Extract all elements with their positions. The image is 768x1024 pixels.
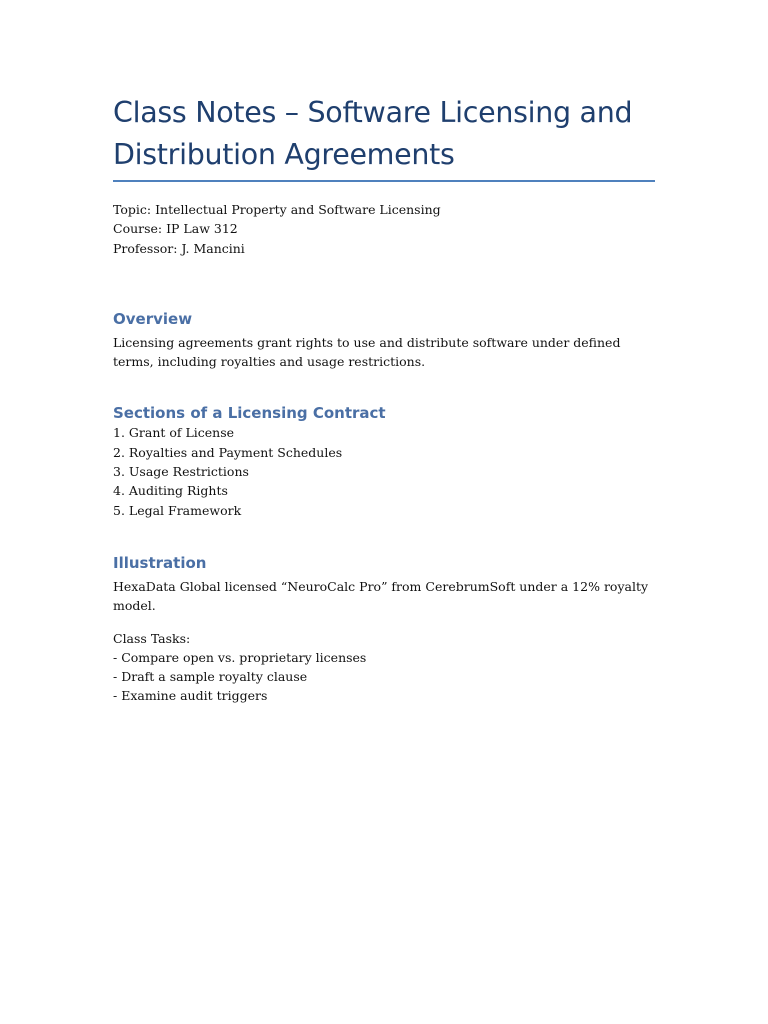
list-item: 1. Grant of License xyxy=(113,425,235,441)
list-item: - Draft a sample royalty clause xyxy=(113,669,308,685)
list-item: 5. Legal Framework xyxy=(113,502,242,518)
list-item: 3. Usage Restrictions xyxy=(113,464,249,480)
course-line: Course: IP Law 312 xyxy=(113,221,238,237)
class-tasks xyxy=(113,629,655,706)
list-item: 4. Auditing Rights xyxy=(113,483,228,499)
document-title: Class Notes – Software Licensing and Distribution Agreements xyxy=(113,92,655,182)
professor-line: Professor: J. Mancini xyxy=(113,240,245,256)
tasks-list xyxy=(113,648,655,706)
overview-heading: Overview xyxy=(113,309,193,328)
sections-list xyxy=(113,423,655,519)
document-page xyxy=(113,92,655,706)
illustration-heading: Illustration xyxy=(113,553,207,572)
list-item: - Compare open vs. proprietary licenses xyxy=(113,649,367,665)
tasks-label: Class Tasks: xyxy=(113,630,191,646)
overview-text: Licensing agreements grant rights to use and distribute software under defined terms, including royalties and usage restrictions. xyxy=(113,334,621,370)
sections-heading: Sections of a Licensing Contract xyxy=(113,404,386,423)
course-meta xyxy=(113,200,655,258)
list-item: 2. Royalties and Payment Schedules xyxy=(113,444,343,460)
illustration-text: HexaData Global licensed “NeuroCalc Pro” from CerebrumSoft under a 12% royalty model. xyxy=(113,578,649,614)
topic-line: Topic: Intellectual Property and Software Licensing xyxy=(113,202,441,217)
list-item: - Examine audit triggers xyxy=(113,688,268,704)
